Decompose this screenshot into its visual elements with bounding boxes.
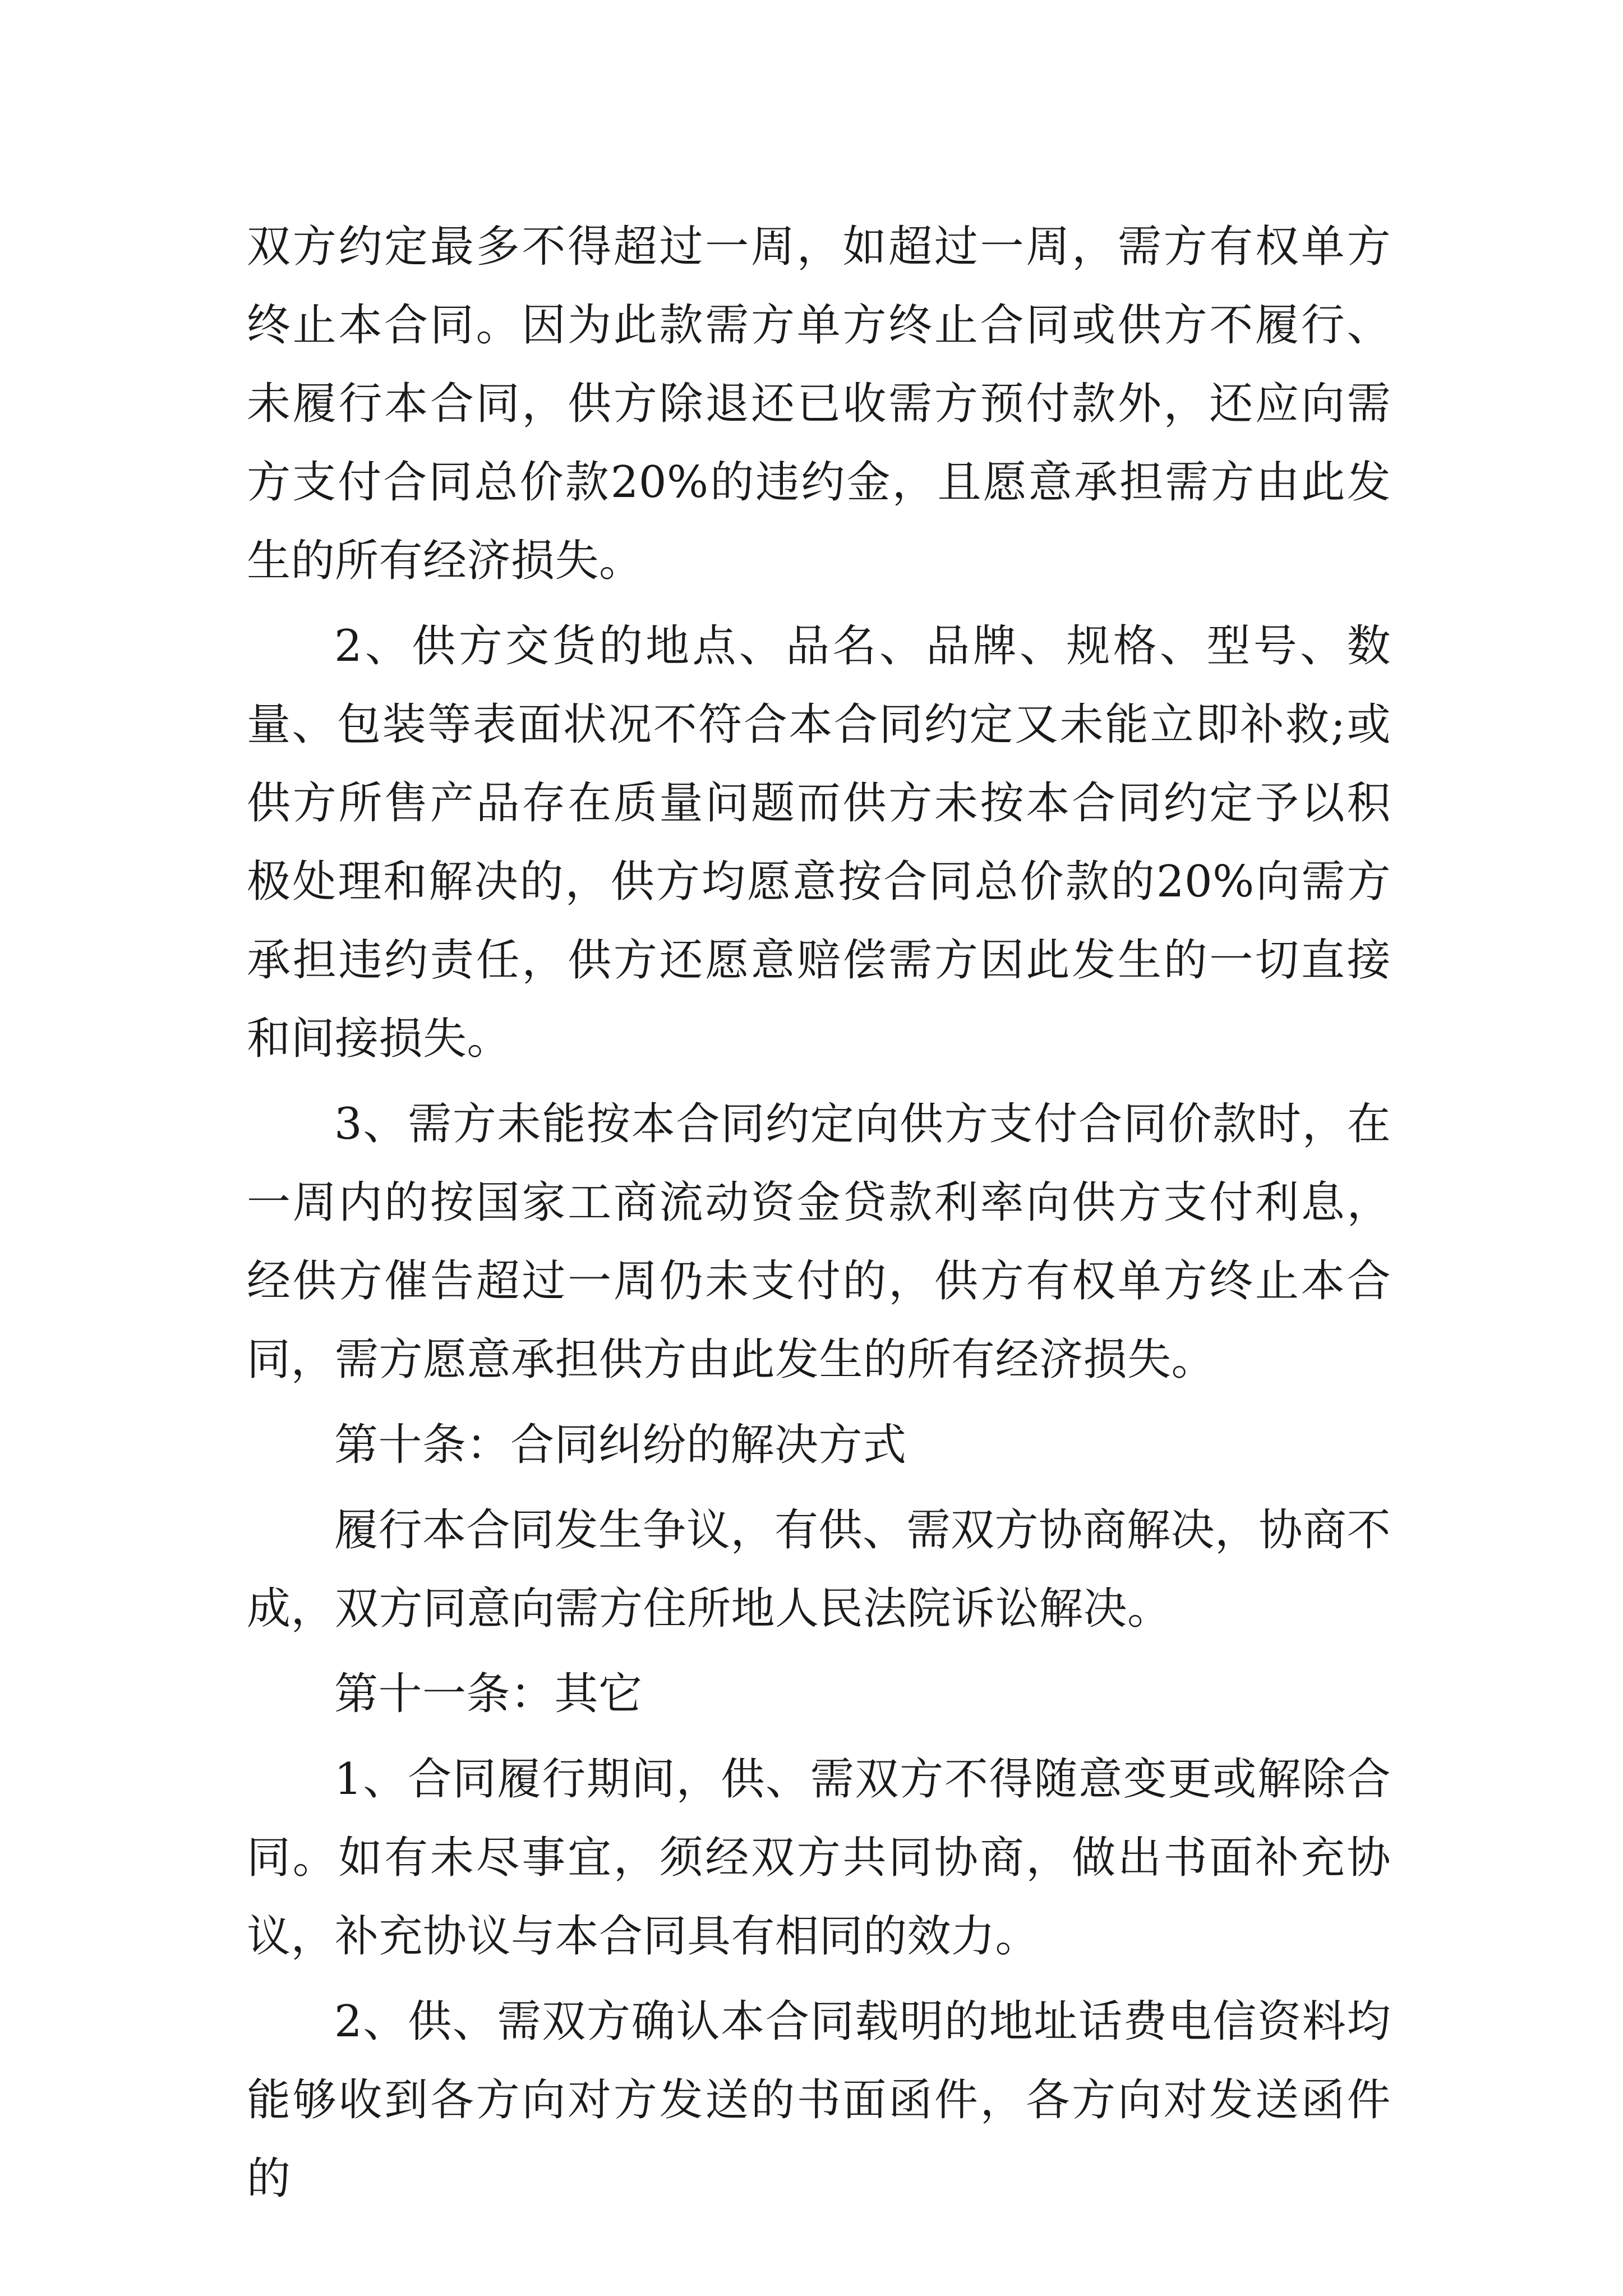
paragraph-5: 1、合同履行期间，供、需双方不得随意变更或解除合同。如有未尽事宜，须经双方共同协商，做出书面补充协议，补充协议与本合同具有相同的效力。 — [247, 1754, 1391, 1962]
section-heading-11: 第十一条：其它 — [334, 1669, 643, 1719]
paragraph-6: 2、供、需双方确认本合同载明的地址话费电信资料均能够收到各方向对方发送的书面函件，各方向对发送函件的 — [247, 1996, 1391, 2204]
section-heading-10: 第十条：合同纠纷的解决方式 — [334, 1420, 907, 1470]
paragraph-4: 履行本合同发生争议，有供、需双方协商解决，协商不成，双方同意向需方住所地人民法院诉讼解决。 — [247, 1505, 1391, 1634]
paragraph-1: 双方约定最多不得超过一周，如超过一周，需方有权单方终止本合同。因为此款需方单方终止合同或供方不履行、未履行本合同，供方除退还已收需方预付款外，还应向需方支付合同总价款20%的违约金，且愿意承担需方由此发生的所有经济损失。 — [247, 222, 1391, 586]
paragraph-2: 2、供方交货的地点、品名、品牌、规格、型号、数量、包装等表面状况不符合本合同约定又未能立即补救;或供方所售产品存在质量问题而供方未按本合同约定予以积极处理和解决的，供方均愿意按合同总价款的20%向需方承担违约责任，供方还愿意赔偿需方因此发生的一切直接和间接损失。 — [247, 621, 1391, 1064]
document-body — [247, 208, 1391, 2225]
paragraph-3: 3、需方未能按本合同约定向供方支付合同价款时，在一周内的按国家工商流动资金贷款利率向供方支付利息，经供方催告超过一周仍未支付的，供方有权单方终止本合同，需方愿意承担供方由此发生的所有经济损失。 — [247, 1099, 1391, 1385]
